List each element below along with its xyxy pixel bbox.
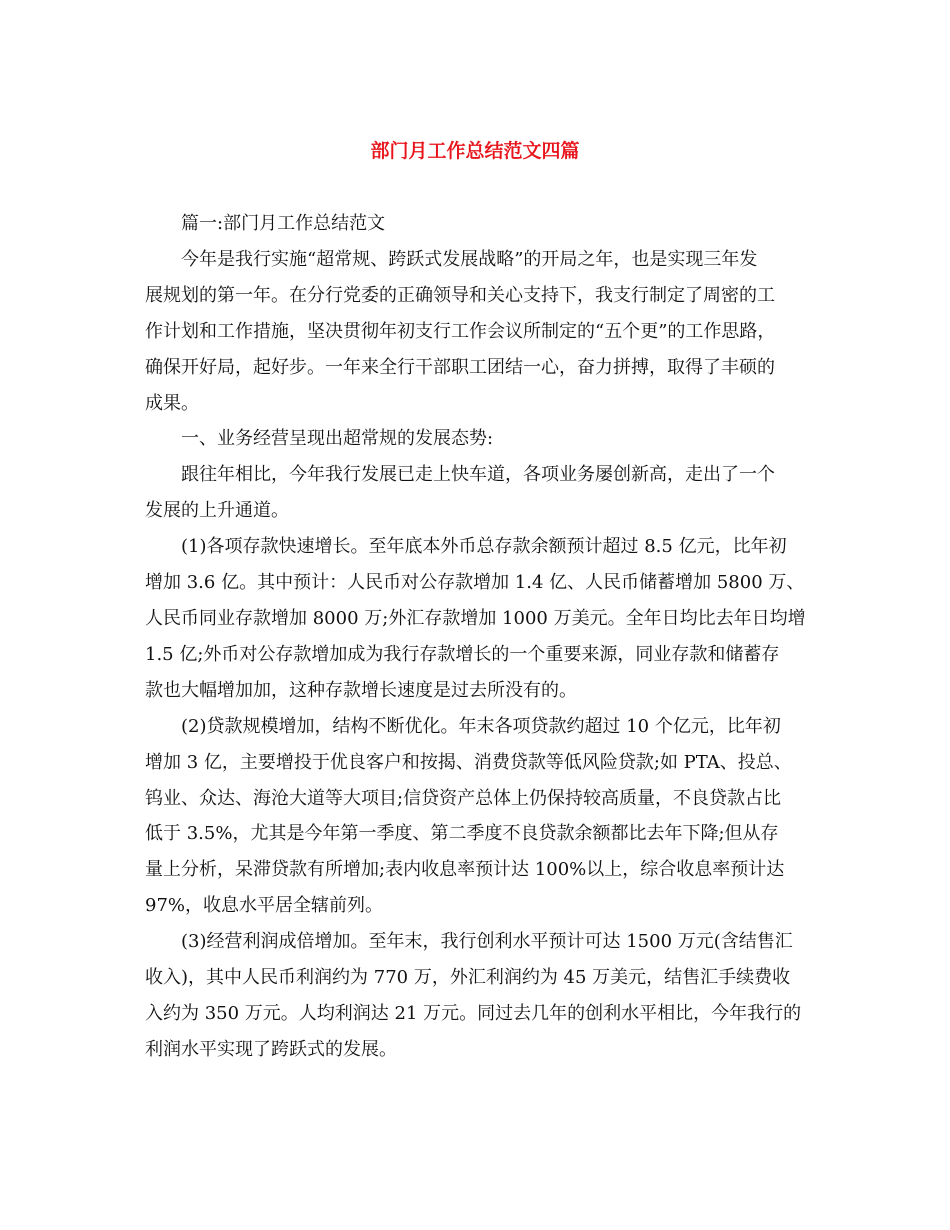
text-line: 跟往年相比，今年我行发展已走上快车道，各项业务屡创新高，走出了一个 — [181, 464, 775, 486]
paragraph-loans — [145, 709, 805, 924]
text-line: 钨业、众达、海沧大道等大项目;信贷资产总体上仍保持较高质量，不良贷款占比 — [145, 787, 782, 809]
text-line: 作计划和工作措施，坚决贯彻年初支行工作会议所制定的“五个更”的工作思路， — [145, 320, 776, 342]
text-line: 1.5 亿;外币对公存款增加成为我行存款增长的一个重要来源，同业存款和储蓄存 — [145, 643, 780, 665]
text-line: 款也大幅增加加，这种存款增长速度是过去所没有的。 — [145, 679, 577, 701]
paragraph-deposits — [145, 529, 805, 709]
text-line: 成果。 — [145, 392, 199, 414]
text-line: 展规划的第一年。在分行党委的正确领导和关心支持下，我支行制定了周密的工 — [145, 284, 775, 306]
text-line: 量上分析，呆滞贷款有所增加;表内收息率预计达 100%以上，综合收息率预计达 — [145, 859, 785, 881]
text-line: 今年是我行实施“超常规、跨跃式发展战略”的开局之年，也是实现三年发 — [181, 248, 758, 270]
paragraph-subheading — [145, 421, 805, 457]
text-line: (3)经营利润成倍增加。至年末，我行创利水平预计可达 1500 万元(含结售汇 — [181, 931, 793, 953]
text-line: 增加 3.6 亿。其中预计：人民币对公存款增加 1.4 亿、人民币储蓄增加 5800 万、 — [145, 572, 805, 594]
text-line: 一、业务经营呈现出超常规的发展态势: — [181, 428, 494, 450]
paragraph-intro — [145, 242, 805, 422]
text-line: (2)贷款规模增加，结构不断优化。年末各项贷款约超过 10 个亿元，比年初 — [181, 715, 781, 737]
paragraph-profits — [145, 924, 805, 1068]
document-body — [145, 206, 805, 1068]
text-line: 增加 3 亿，主要增投于优良客户和按揭、消费贷款等低风险贷款;如 PTA、投总、 — [145, 751, 792, 773]
text-line: 人民币同业存款增加 8000 万;外汇存款增加 1000 万美元。全年日均比去年日均增 — [145, 607, 806, 629]
text-line: 利润水平实现了跨跃式的发展。 — [145, 1038, 397, 1060]
text-line: 收入)，其中人民币利润约为 770 万，外汇利润约为 45 万美元，结售汇手续费收 — [145, 967, 791, 989]
paragraph-overview — [145, 457, 805, 529]
text-line: 确保开好局，起好步。一年来全行干部职工团结一心，奋力拼搏，取得了丰硕的 — [145, 356, 775, 378]
text-line: 97%，收息水平居全辖前列。 — [145, 895, 384, 917]
text-line: 发展的上升通道。 — [145, 500, 289, 522]
text-line: 低于 3.5%，尤其是今年第一季度、第二季度不良贷款余额都比去年下降;但从存 — [145, 823, 779, 845]
paragraph-section-heading — [145, 206, 805, 242]
text-line: 入约为 350 万元。人均利润达 21 万元。同过去几年的创利水平相比，今年我行的 — [145, 1002, 802, 1024]
text-line: (1)各项存款快速增长。至年底本外币总存款余额预计超过 8.5 亿元，比年初 — [181, 536, 787, 558]
text-line: 篇一:部门月工作总结范文 — [181, 213, 386, 234]
document-title: 部门月工作总结范文四篇 — [370, 140, 580, 162]
